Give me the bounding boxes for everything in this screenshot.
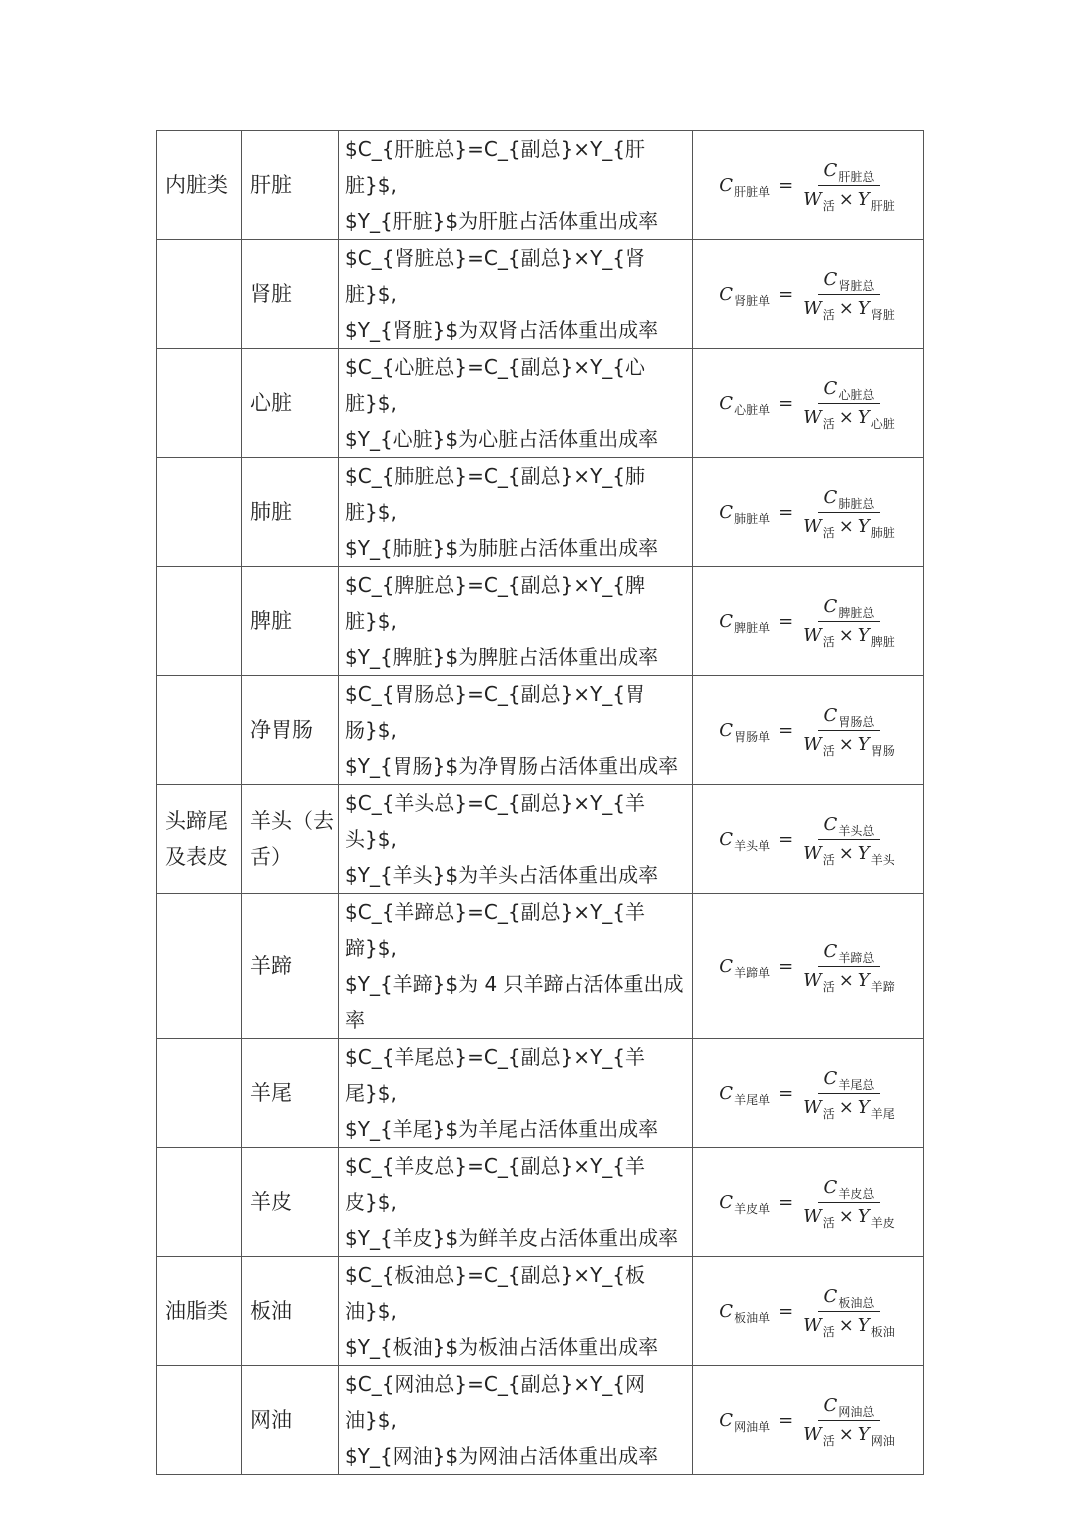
description-cell [339, 894, 693, 1039]
formula-denominator: $W_活 \times Y_{脾脏}$ [803, 625, 895, 649]
table-row [157, 1039, 924, 1148]
formula-cell [693, 349, 924, 458]
denominator-w-subscript: 活 [822, 308, 835, 322]
equals-sign: = [778, 392, 794, 414]
formula-lhs: $C_{肺脏单}$ [719, 501, 771, 526]
denominator-w-subscript: 活 [822, 1325, 835, 1339]
times-sign: × [838, 189, 854, 210]
equals-sign: = [778, 1191, 794, 1213]
formula-cell [693, 240, 924, 349]
table-row [157, 894, 924, 1039]
numerator-subscript: 羊皮总 [838, 1187, 875, 1201]
description-line-1: $C_{羊蹄总}=C_{副总}×Y_{羊蹄}$, [345, 900, 646, 960]
formula-numerator: $C_{肾脏总}$ [818, 269, 881, 295]
part-label: 脾脏 [250, 609, 292, 633]
category-label: 油脂类 [165, 1299, 228, 1323]
denominator-y-subscript: 板油 [870, 1325, 895, 1339]
formula [719, 1068, 896, 1121]
category-cell [157, 785, 242, 894]
denominator-w-subscript: 活 [822, 1434, 835, 1448]
part-cell [242, 785, 339, 894]
formula-lhs-subscript: 胃肠单 [734, 729, 771, 744]
numerator-subscript: 胃肠总 [838, 715, 875, 729]
denominator-w-subscript: 活 [822, 526, 835, 540]
category-label: 内脏类 [165, 173, 228, 197]
formula-lhs: $C_{心脏单}$ [719, 392, 771, 417]
table-row [157, 349, 924, 458]
description-line-1: $C_{网油总}=C_{副总}×Y_{网油}$, [345, 1372, 646, 1432]
description-cell [339, 349, 693, 458]
part-cell [242, 131, 339, 240]
numerator-subscript: 羊蹄总 [838, 951, 875, 965]
formula-lhs: $C_{网油单}$ [719, 1409, 771, 1434]
formula-cell [693, 1366, 924, 1475]
denominator-y-subscript: 羊蹄 [870, 980, 895, 994]
description-line-1: $C_{羊皮总}=C_{副总}×Y_{羊皮}$, [345, 1154, 646, 1214]
part-cell [242, 1039, 339, 1148]
numerator-subscript: 脾脏总 [838, 606, 875, 620]
denominator-y-subscript: 羊头 [870, 853, 895, 867]
formula-denominator: $W_活 \times Y_{羊蹄}$ [803, 970, 895, 994]
numerator-subscript: 网油总 [838, 1405, 875, 1419]
formula-denominator: $W_活 \times Y_{肝脏}$ [803, 189, 895, 213]
category-cell [157, 1366, 242, 1475]
table-row [157, 1148, 924, 1257]
formula [719, 705, 896, 758]
description-line-1: $C_{心脏总}=C_{副总}×Y_{心脏}$, [345, 355, 646, 415]
numerator-subscript: 羊尾总 [838, 1078, 875, 1092]
formula [719, 487, 896, 540]
denominator-y-subscript: 羊皮 [870, 1216, 895, 1230]
category-cell [157, 349, 242, 458]
formula-fraction [801, 814, 897, 867]
formula-lhs: $C_{肝脏单}$ [719, 174, 771, 199]
formula-fraction [801, 596, 897, 649]
formula-cell [693, 1148, 924, 1257]
formula-lhs: $C_{板油单}$ [719, 1300, 771, 1325]
formula-lhs-subscript: 羊蹄单 [734, 965, 771, 980]
description-line-2: $Y_{羊尾}$为羊尾占活体重出成率 [345, 1117, 659, 1141]
formula-denominator: $W_活 \times Y_{心脏}$ [803, 407, 895, 431]
formula-denominator: $W_活 \times Y_{胃肠}$ [803, 734, 895, 758]
table-row [157, 676, 924, 785]
formula-fraction [801, 1068, 897, 1121]
formula-lhs-subscript: 板油单 [734, 1310, 771, 1325]
description-cell [339, 1257, 693, 1366]
denominator-w-subscript: 活 [822, 853, 835, 867]
denominator-y-subscript: 羊尾 [870, 1107, 895, 1121]
description-line-1: $C_{肝脏总}=C_{副总}×Y_{肝脏}$, [345, 137, 646, 197]
description-line-1: $C_{羊尾总}=C_{副总}×Y_{羊尾}$, [345, 1045, 646, 1105]
formula-cell [693, 1257, 924, 1366]
table-row [157, 785, 924, 894]
formula [719, 160, 896, 213]
formula-numerator: $C_{板油总}$ [818, 1286, 881, 1312]
formula-denominator: $W_活 \times Y_{肾脏}$ [803, 298, 895, 322]
description-line-1: $C_{肾脏总}=C_{副总}×Y_{肾脏}$, [345, 246, 646, 306]
formula-numerator: $C_{心脏总}$ [818, 378, 881, 404]
formula-numerator: $C_{羊尾总}$ [818, 1068, 881, 1094]
category-cell [157, 894, 242, 1039]
table-row [157, 567, 924, 676]
description-cell [339, 1148, 693, 1257]
table-row [157, 458, 924, 567]
formula-lhs: $C_{羊皮单}$ [719, 1191, 771, 1216]
denominator-w-subscript: 活 [822, 980, 835, 994]
equals-sign: = [778, 1300, 794, 1322]
description-line-2: $Y_{肺脏}$为肺脏占活体重出成率 [345, 536, 659, 560]
numerator-subscript: 羊头总 [838, 824, 875, 838]
formula-lhs: $C_{脾脏单}$ [719, 610, 771, 635]
times-sign: × [838, 970, 854, 991]
description-line-1: $C_{羊头总}=C_{副总}×Y_{羊头}$, [345, 791, 646, 851]
equals-sign: = [778, 610, 794, 632]
denominator-w-subscript: 活 [822, 1216, 835, 1230]
formula-numerator: $C_{羊头总}$ [818, 814, 881, 840]
denominator-y-subscript: 肺脏 [870, 526, 895, 540]
times-sign: × [838, 298, 854, 319]
formula-lhs-subscript: 羊皮单 [734, 1201, 771, 1216]
category-cell [157, 131, 242, 240]
formula-lhs: $C_{羊尾单}$ [719, 1082, 771, 1107]
formula [719, 269, 896, 322]
equals-sign: = [778, 174, 794, 196]
times-sign: × [838, 516, 854, 537]
denominator-y-subscript: 肾脏 [870, 308, 895, 322]
formula-lhs-subscript: 心脏单 [734, 402, 771, 417]
part-label: 羊皮 [250, 1190, 292, 1214]
category-cell [157, 1039, 242, 1148]
part-cell [242, 240, 339, 349]
times-sign: × [838, 407, 854, 428]
formula-lhs-subscript: 脾脏单 [734, 620, 771, 635]
category-cell [157, 567, 242, 676]
description-line-2: $Y_{心脏}$为心脏占活体重出成率 [345, 427, 659, 451]
times-sign: × [838, 625, 854, 646]
part-cell [242, 1366, 339, 1475]
description-line-2: $Y_{板油}$为板油占活体重出成率 [345, 1335, 659, 1359]
formula-fraction [801, 1286, 897, 1339]
formula-lhs: $C_{羊头单}$ [719, 828, 771, 853]
formula-lhs: $C_{肾脏单}$ [719, 283, 771, 308]
equals-sign: = [778, 283, 794, 305]
formula-lhs-subscript: 羊尾单 [734, 1092, 771, 1107]
description-cell [339, 567, 693, 676]
formula-lhs-subscript: 肾脏单 [734, 293, 771, 308]
denominator-w-subscript: 活 [822, 1107, 835, 1121]
formula-numerator: $C_{肺脏总}$ [818, 487, 881, 513]
description-line-2: $Y_{肝脏}$为肝脏占活体重出成率 [345, 209, 659, 233]
formula-cell [693, 567, 924, 676]
times-sign: × [838, 1424, 854, 1445]
category-cell [157, 458, 242, 567]
description-line-1: $C_{肺脏总}=C_{副总}×Y_{肺脏}$, [345, 464, 646, 524]
part-label: 肺脏 [250, 500, 292, 524]
table-row [157, 1366, 924, 1475]
part-label: 网油 [250, 1408, 292, 1432]
formula-fraction [801, 1395, 897, 1448]
denominator-y-subscript: 网油 [870, 1434, 895, 1448]
numerator-subscript: 肝脏总 [838, 170, 875, 184]
description-cell [339, 1366, 693, 1475]
formula-denominator: $W_活 \times Y_{网油}$ [803, 1424, 895, 1448]
formula [719, 596, 896, 649]
denominator-w-subscript: 活 [822, 417, 835, 431]
times-sign: × [838, 1206, 854, 1227]
formula-lhs-subscript: 肝脏单 [734, 184, 771, 199]
part-cell [242, 349, 339, 458]
description-line-3: 率 [345, 1008, 365, 1032]
denominator-y-subscript: 肝脏 [870, 199, 895, 213]
description-cell [339, 1039, 693, 1148]
times-sign: × [838, 734, 854, 755]
formula-cell [693, 894, 924, 1039]
formula [719, 1395, 896, 1448]
formula [719, 1286, 896, 1339]
category-cell [157, 676, 242, 785]
formula-lhs: $C_{羊蹄单}$ [719, 955, 771, 980]
part-cell [242, 1257, 339, 1366]
description-line-2: $Y_{胃肠}$为净胃肠占活体重出成率 [345, 754, 679, 778]
description-line-1: $C_{板油总}=C_{副总}×Y_{板油}$, [345, 1263, 646, 1323]
part-label: 板油 [250, 1299, 292, 1323]
formula [719, 1177, 896, 1230]
equals-sign: = [778, 719, 794, 741]
equals-sign: = [778, 1082, 794, 1104]
table-row [157, 131, 924, 240]
description-line-2: $Y_{脾脏}$为脾脏占活体重出成率 [345, 645, 659, 669]
part-cell [242, 676, 339, 785]
part-label: 净胃肠 [250, 718, 313, 742]
part-cell [242, 1148, 339, 1257]
yield-table [156, 130, 924, 1475]
formula [719, 378, 896, 431]
denominator-y-subscript: 脾脏 [870, 635, 895, 649]
formula-numerator: $C_{肝脏总}$ [818, 160, 881, 186]
equals-sign: = [778, 828, 794, 850]
description-cell [339, 458, 693, 567]
times-sign: × [838, 843, 854, 864]
formula-cell [693, 131, 924, 240]
denominator-w-subscript: 活 [822, 744, 835, 758]
times-sign: × [838, 1315, 854, 1336]
table-row [157, 1257, 924, 1366]
description-cell [339, 785, 693, 894]
category-cell [157, 240, 242, 349]
part-label: 羊尾 [250, 1081, 292, 1105]
numerator-subscript: 心脏总 [838, 388, 875, 402]
formula-fraction [801, 487, 897, 540]
formula-numerator: $C_{网油总}$ [818, 1395, 881, 1421]
formula-lhs: $C_{胃肠单}$ [719, 719, 771, 744]
denominator-y-subscript: 心脏 [870, 417, 895, 431]
description-cell [339, 240, 693, 349]
formula-lhs-subscript: 肺脏单 [734, 511, 771, 526]
formula-fraction [801, 269, 897, 322]
part-cell [242, 567, 339, 676]
part-label: 肝脏 [250, 173, 292, 197]
formula-numerator: $C_{羊皮总}$ [818, 1177, 881, 1203]
formula-numerator: $C_{羊蹄总}$ [818, 941, 881, 967]
formula [719, 941, 896, 994]
formula-fraction [801, 941, 897, 994]
times-sign: × [838, 1097, 854, 1118]
formula-denominator: $W_活 \times Y_{羊尾}$ [803, 1097, 895, 1121]
denominator-w-subscript: 活 [822, 635, 835, 649]
description-line-2: $Y_{羊蹄}$为 4 只羊蹄占活体重出成 [345, 972, 684, 996]
numerator-subscript: 肾脏总 [838, 279, 875, 293]
part-label: 肾脏 [250, 282, 292, 306]
formula-denominator: $W_活 \times Y_{肺脏}$ [803, 516, 895, 540]
part-cell [242, 458, 339, 567]
formula-cell [693, 785, 924, 894]
formula-denominator: $W_活 \times Y_{羊皮}$ [803, 1206, 895, 1230]
denominator-w-subscript: 活 [822, 199, 835, 213]
description-cell [339, 131, 693, 240]
category-cell [157, 1148, 242, 1257]
category-cell [157, 1257, 242, 1366]
formula-denominator: $W_活 \times Y_{板油}$ [803, 1315, 895, 1339]
part-label: 心脏 [250, 391, 292, 415]
numerator-subscript: 板油总 [838, 1296, 875, 1310]
description-line-2: $Y_{肾脏}$为双肾占活体重出成率 [345, 318, 659, 342]
description-line-2: $Y_{网油}$为网油占活体重出成率 [345, 1444, 659, 1468]
description-line-1: $C_{脾脏总}=C_{副总}×Y_{脾脏}$, [345, 573, 646, 633]
formula [719, 814, 896, 867]
equals-sign: = [778, 1409, 794, 1431]
formula-fraction [801, 160, 897, 213]
formula-fraction [801, 378, 897, 431]
part-label: 羊蹄 [250, 954, 292, 978]
denominator-y-subscript: 胃肠 [870, 744, 895, 758]
part-label: 羊头（去舌） [250, 809, 334, 869]
description-line-2: $Y_{羊头}$为羊头占活体重出成率 [345, 863, 659, 887]
category-label: 头蹄尾及表皮 [165, 809, 228, 869]
equals-sign: = [778, 501, 794, 523]
formula-fraction [801, 1177, 897, 1230]
description-line-2: $Y_{羊皮}$为鲜羊皮占活体重出成率 [345, 1226, 679, 1250]
formula-cell [693, 458, 924, 567]
formula-fraction [801, 705, 897, 758]
formula-lhs-subscript: 羊头单 [734, 838, 771, 853]
formula-cell [693, 676, 924, 785]
numerator-subscript: 肺脏总 [838, 497, 875, 511]
formula-numerator: $C_{胃肠总}$ [818, 705, 881, 731]
description-cell [339, 676, 693, 785]
formula-numerator: $C_{脾脏总}$ [818, 596, 881, 622]
part-cell [242, 894, 339, 1039]
formula-cell [693, 1039, 924, 1148]
formula-lhs-subscript: 网油单 [734, 1419, 771, 1434]
table-row [157, 240, 924, 349]
description-line-1: $C_{胃肠总}=C_{副总}×Y_{胃肠}$, [345, 682, 646, 742]
equals-sign: = [778, 955, 794, 977]
formula-denominator: $W_活 \times Y_{羊头}$ [803, 843, 895, 867]
